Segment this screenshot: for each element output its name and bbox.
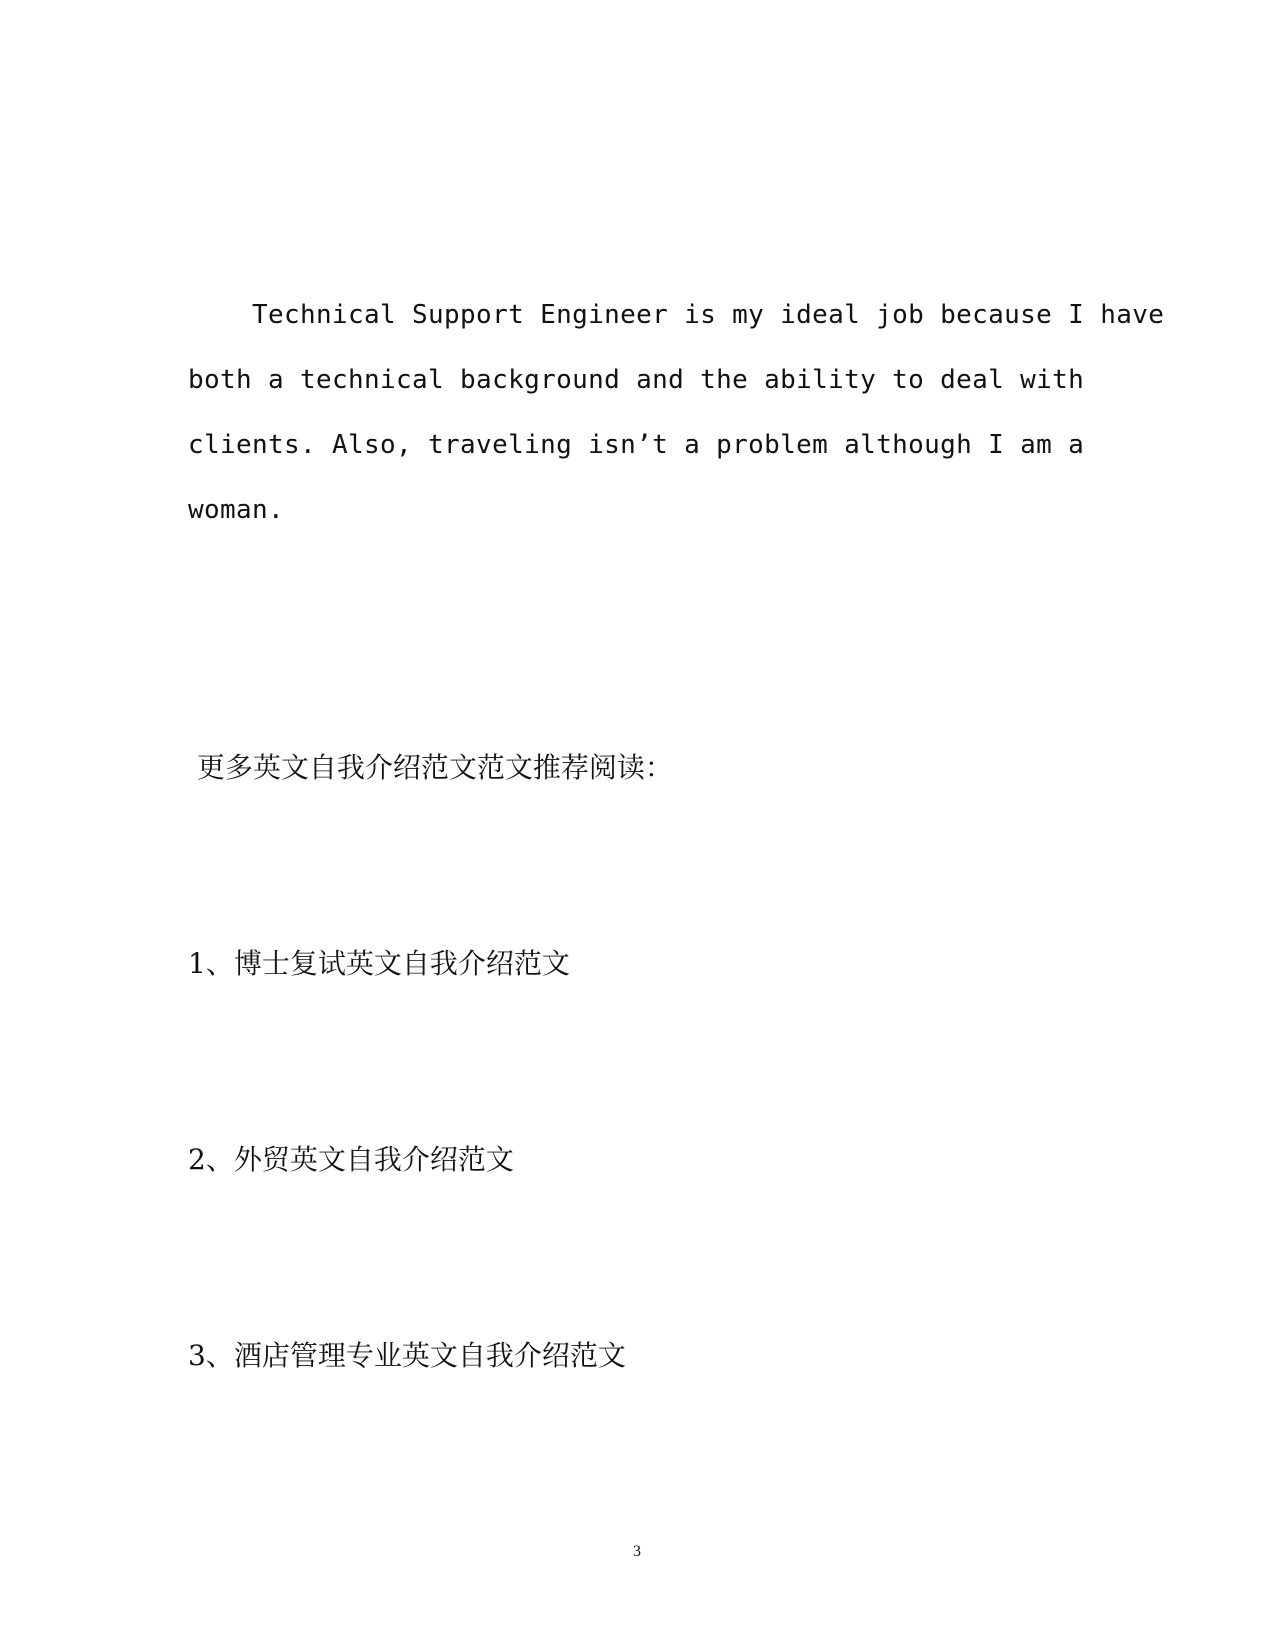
reading-item-1[interactable]: 1、博士复试英文自我介绍范文 <box>188 947 570 980</box>
reading-item-3[interactable]: 3、酒店管理专业英文自我介绍范文 <box>188 1339 626 1372</box>
paragraph-line-4: woman. <box>188 495 285 525</box>
more-reading-heading: 更多英文自我介绍范文范文推荐阅读： <box>188 751 673 784</box>
paragraph-line-2: both a technical background and the ability to deal with <box>188 365 1085 395</box>
page-number: 3 <box>633 1543 641 1560</box>
reading-item-2[interactable]: 2、外贸英文自我介绍范文 <box>188 1143 514 1176</box>
paragraph-line-3: clients. Also, traveling isn’t a problem although I am a <box>188 430 1085 460</box>
paragraph-line-1: Technical Support Engineer is my ideal job because I have <box>188 300 1165 330</box>
